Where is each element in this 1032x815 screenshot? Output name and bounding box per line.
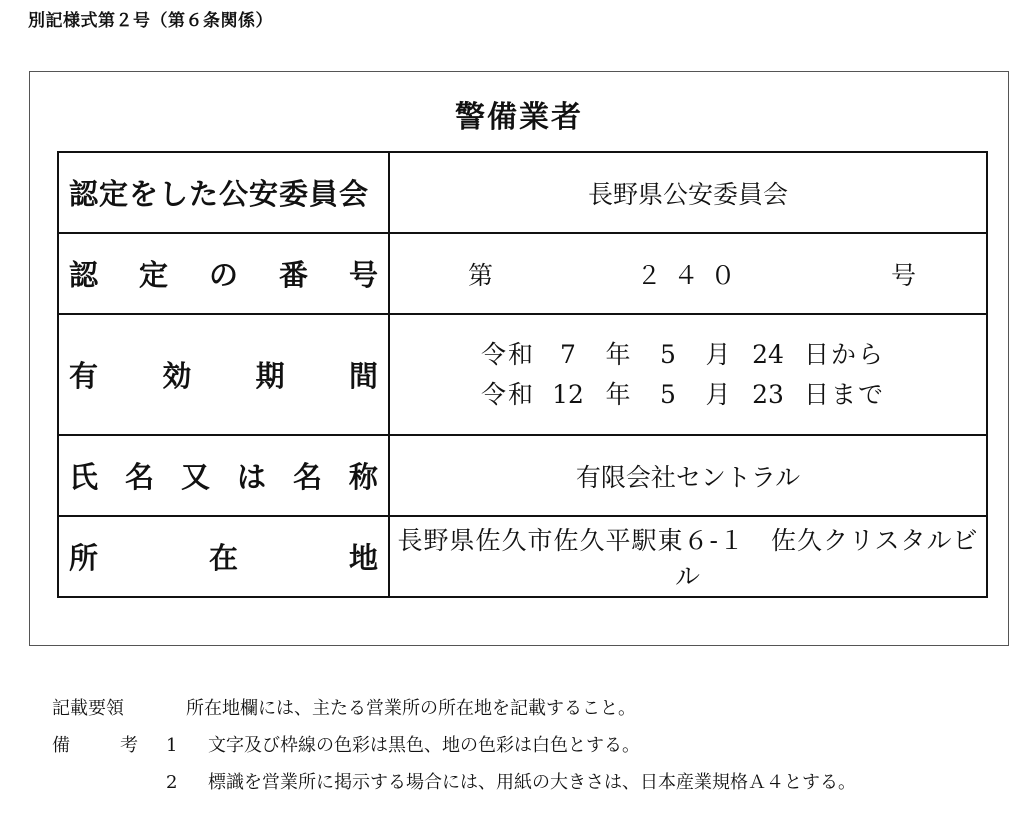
label-address: 所 在 地 (58, 516, 389, 597)
value-address: 長野県佐久市佐久平駅東６‐１ 佐久クリスタルビル (389, 516, 987, 597)
table-row-address (58, 516, 987, 597)
value-commission: 長野県公安委員会 (389, 152, 987, 233)
remark-text: 文字及び枠線の色彩は黒色、地の色彩は白色とする。 (208, 735, 640, 756)
cert-number: ２４０ (636, 260, 748, 290)
cert-number-suffix: 号 (890, 260, 916, 290)
instructions-text: 所在地欄には、主たる営業所の所在地を記載すること。 (186, 698, 636, 719)
instructions-note (52, 690, 856, 727)
validity-to: 令和 12 年 5 月 23 日まで (480, 379, 886, 409)
notes (52, 690, 856, 801)
label-commission: 認定をした公安委員会 (58, 152, 389, 233)
remark-text: 標識を営業所に掲示する場合には、用紙の大きさは、日本産業規格Ａ４とする。 (208, 772, 856, 793)
value-cert-number (389, 233, 987, 314)
remark-2 (52, 764, 856, 801)
sign-title: 警備業者 (455, 100, 583, 135)
form-number: 別記様式第２号（第６条関係） (28, 11, 273, 31)
table-row-name (58, 435, 987, 516)
label-cert-number: 認 定 の 番 号 (58, 233, 389, 314)
value-name: 有限会社セントラル (389, 435, 987, 516)
label-validity: 有 効 期 間 (58, 314, 389, 435)
sign-table (57, 151, 988, 598)
sign-frame (29, 71, 1009, 646)
label-name: 氏 名 又 は 名 称 (58, 435, 389, 516)
table-row-cert-number (58, 233, 987, 314)
table-row-validity (58, 314, 987, 435)
remarks-label: 備 考 (52, 735, 138, 756)
remark-number: 1 (166, 735, 178, 756)
validity-from: 令和 7 年 5 月 24 日から (480, 339, 886, 369)
cert-number-prefix: 第 (468, 260, 494, 290)
remark-number: 2 (166, 772, 178, 793)
instructions-label: 記載要領 (52, 698, 124, 719)
table-row-commission (58, 152, 987, 233)
value-validity (389, 314, 987, 435)
remark-1 (52, 727, 856, 764)
